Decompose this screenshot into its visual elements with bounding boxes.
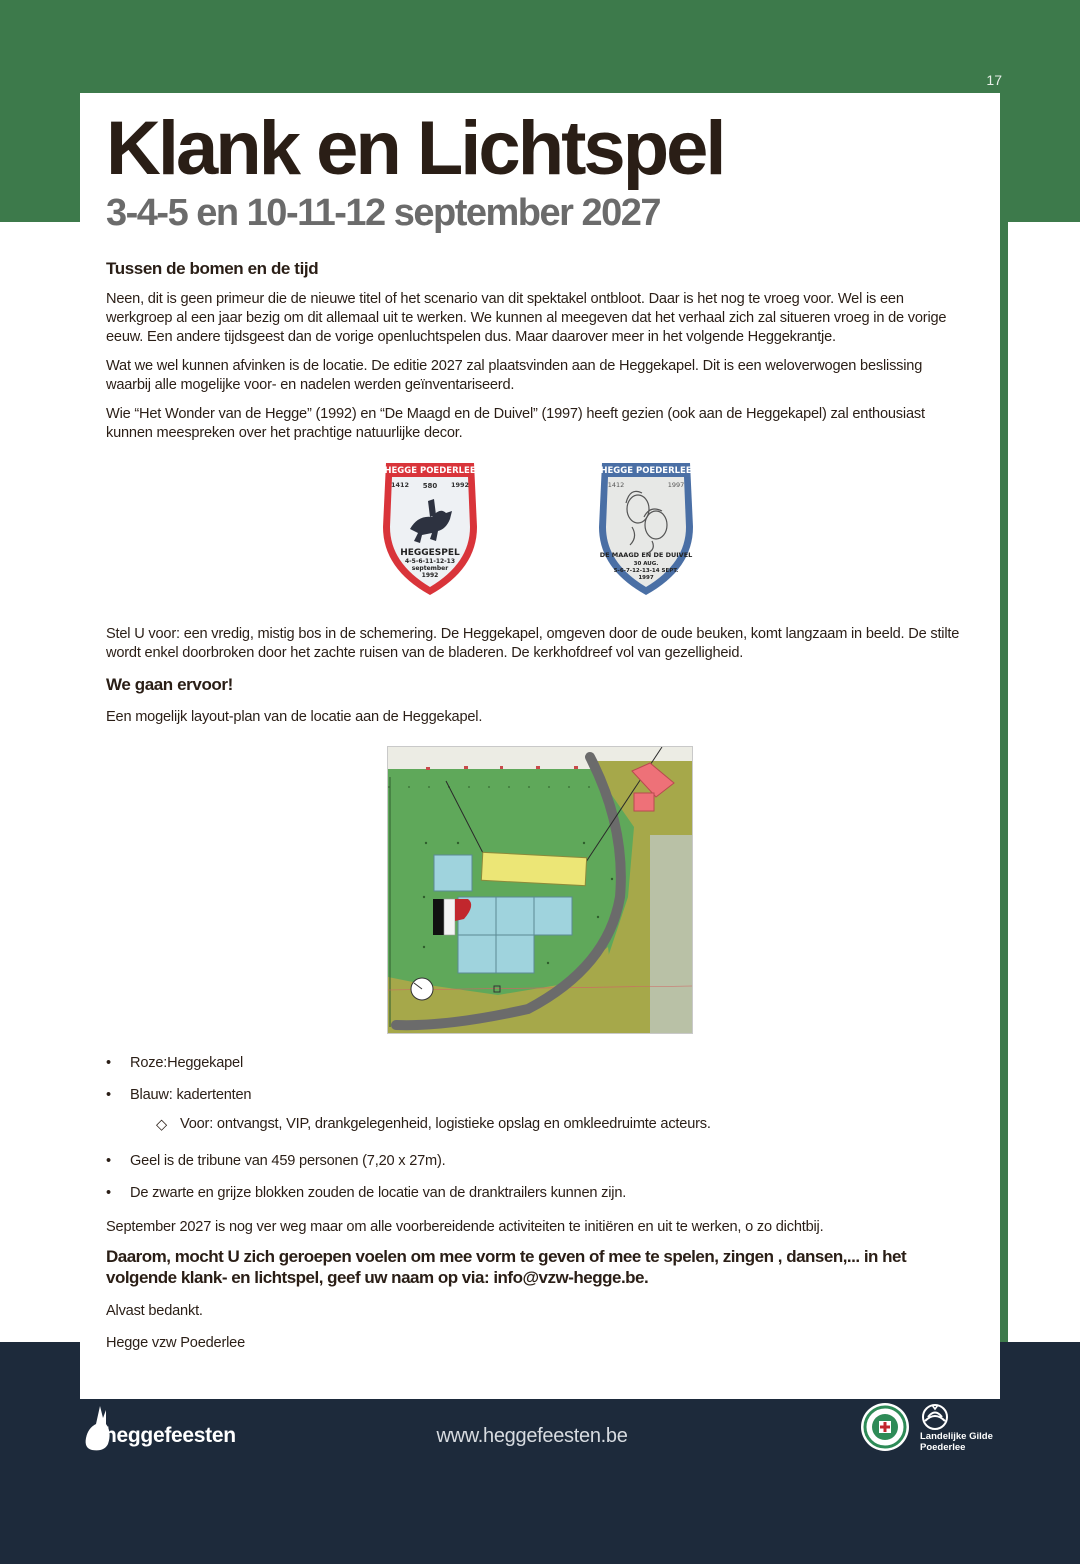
footer-brand: heggefeesten — [104, 1424, 236, 1447]
page-subtitle: 3-4-5 en 10-11-12 september 2027 — [106, 192, 661, 234]
diamond-bullet-icon: ◇ — [156, 1117, 168, 1133]
text-line: waarbij alle mogelijke voor- en nadelen werden geïnventariseerd. — [106, 377, 515, 393]
paragraph-imagine — [106, 625, 974, 663]
paragraph-intro — [106, 290, 974, 347]
badge-top-text: HEGGE POEDERLEE — [600, 466, 692, 476]
layout-plan-drawing — [388, 747, 692, 1033]
layout-plan — [387, 746, 693, 1034]
paragraph-closing: September 2027 is nog ver weg maar om alle voorbereidende activiteiten te initiëren en uit te werken, o zo dichtbij. — [106, 1219, 824, 1235]
trailer-black-block — [433, 899, 444, 935]
bullet-icon: • — [106, 1185, 111, 1201]
legend-text: Voor: ontvangst, VIP, drankgelegenheid, logistieke opslag en omkleedruimte acteurs. — [180, 1116, 711, 1132]
plan-caption: Een mogelijk layout-plan van de locatie aan de Heggekapel. — [106, 709, 483, 725]
badge-name: DE MAAGD EN DE DUIVEL — [599, 551, 693, 559]
hegge-seal-icon — [860, 1402, 910, 1452]
bullet-icon: • — [106, 1087, 111, 1103]
gilde-line: Poederlee — [920, 1442, 966, 1453]
badge-year-right: 1992 — [450, 481, 470, 489]
badge-month: september — [411, 565, 449, 572]
badge-center-number: 580 — [422, 482, 438, 490]
section-heading-ervoor: We gaan ervoor! — [106, 675, 233, 694]
text-line: kunnen meespreken over het prachtige natuurlijke decor. — [106, 425, 463, 441]
legend-text: Roze:Heggekapel — [130, 1055, 244, 1071]
article-card — [80, 93, 1000, 1399]
cta-line: volgende klank- en lichtspel, geef uw naam op via: info@vzw-hegge.be. — [106, 1268, 649, 1287]
paragraph-history — [106, 405, 974, 443]
cta-line: Daarom, mocht U zich geroepen voelen om mee vorm te geven of mee te spelen, zingen , dansen,... in het — [106, 1247, 907, 1266]
bullet-icon: • — [106, 1153, 111, 1169]
tent-block — [496, 935, 534, 973]
text-line: werkgroep al een jaar bezig om dit allemaal uit te werken. We kunnen al meegeven dat het verhaal zich zal situeren vroeg in de vorige — [106, 310, 947, 326]
badge-month: 5-6-7-12-13-14 SEPT. — [613, 568, 679, 574]
text-line: Wat we wel kunnen afvinken is de locatie. De editie 2027 zal plaatsvinden aan de Heggekapel. Dit is een weloverwogen beslissing — [106, 358, 923, 374]
legend-text: Blauw: kadertenten — [130, 1087, 252, 1103]
text-line: Stel U voor: een vredig, mistig bos in de schemering. De Heggekapel, omgeven door de oude beuken, komt langzaam in beeld. De stilte — [106, 626, 960, 642]
right-margin — [1000, 222, 1080, 1342]
tent-block — [458, 935, 496, 973]
text-line: eeuw. Een andere tijdsgeest dan de vorige openluchtspelen dus. Maar daarover meer in het volgende Heggekrantje. — [106, 329, 836, 345]
badge-dates: 30 AUG. — [633, 561, 659, 567]
tent-block — [534, 897, 572, 935]
badge-year: 1992 — [421, 572, 439, 579]
badge-top-text: HEGGE POEDERLEE — [384, 466, 476, 476]
text-line: Neen, dit is geen primeur die de nieuwe titel of het scenario van dit spektakel ontbloot. Daar is het nog te vroeg voor. Wel is een — [106, 291, 904, 307]
badge-maagd-duivel-1997 — [596, 457, 696, 599]
landelijke-gilde-icon — [920, 1403, 950, 1431]
badge-year: 1997 — [638, 575, 654, 581]
text-line: Wie “Het Wonder van de Hegge” (1992) en “De Maagd en de Duivel” (1997) heeft gezien (ook aan de Heggekapel) zal enthousiast — [106, 406, 925, 422]
page-title: Klank en Lichtspel — [106, 106, 724, 191]
badge-dates: 4-5-6-11-12-13 — [404, 558, 456, 565]
tribune-block — [481, 852, 586, 885]
bullet-icon: • — [106, 1055, 111, 1071]
legend-text: De zwarte en grijze blokken zouden de locatie van de dranktrailers kunnen zijn. — [130, 1185, 627, 1201]
legend-text: Geel is de tribune van 459 personen (7,20 x 27m). — [130, 1153, 446, 1169]
trailer-grey-block — [444, 899, 455, 935]
call-to-action — [106, 1246, 986, 1288]
thanks-text: Alvast bedankt. — [106, 1303, 203, 1319]
badge-year-left: 1412 — [607, 481, 625, 489]
chapel-block — [634, 793, 654, 811]
badge-year-right: 1997 — [667, 481, 685, 489]
paragraph-location — [106, 357, 974, 395]
signature-text: Hegge vzw Poederlee — [106, 1335, 245, 1351]
footer-website-link[interactable]: www.heggefeesten.be — [436, 1425, 628, 1447]
gilde-line: Landelijke Gilde — [920, 1431, 993, 1442]
landelijke-gilde-label — [920, 1431, 993, 1453]
right-green-edge — [1000, 222, 1008, 1342]
tent-block — [434, 855, 472, 891]
tent-block — [496, 897, 534, 935]
badge-name: HEGGESPEL — [400, 548, 460, 558]
section-heading-bomen: Tussen de bomen en de tijd — [106, 259, 319, 278]
page-number: 17 — [986, 72, 1002, 88]
commemorative-badges — [380, 457, 700, 599]
text-line: wordt enkel doorbroken door het zachte ruisen van de bladeren. De kerkhofdreef vol van gezelligheid. — [106, 645, 744, 661]
badge-year-left: 1412 — [390, 481, 410, 489]
badge-heggespel-1992 — [380, 457, 480, 599]
